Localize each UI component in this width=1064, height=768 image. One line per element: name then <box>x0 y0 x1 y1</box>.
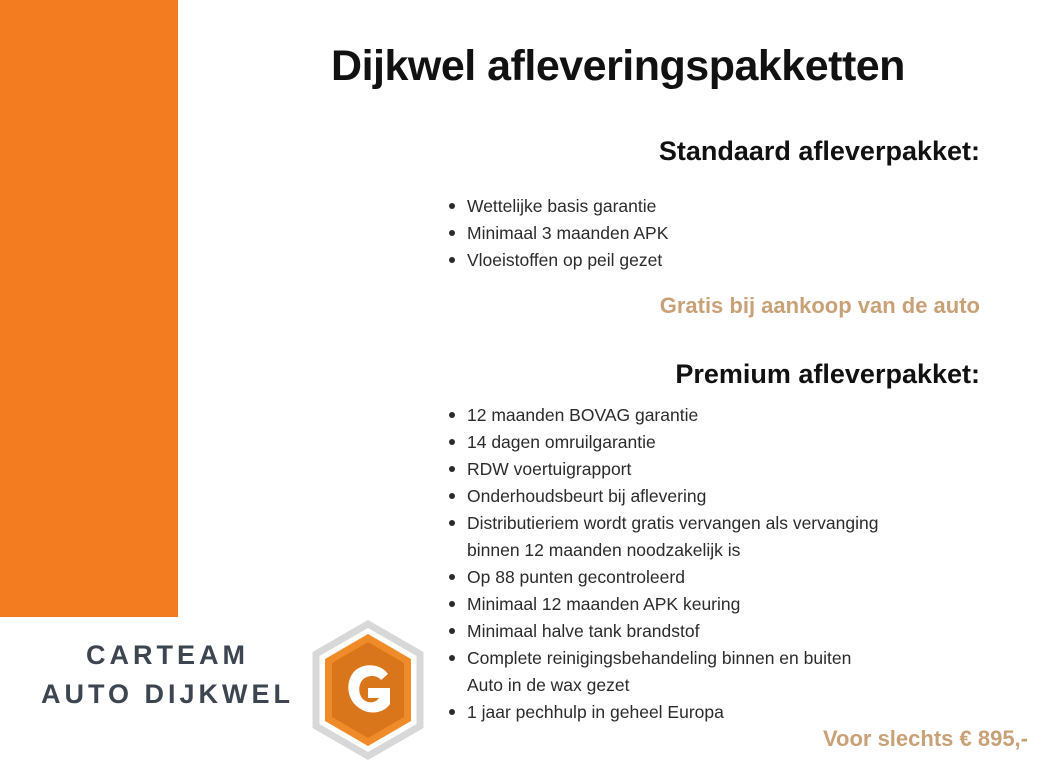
list-item-label: 14 dagen omruilgarantie <box>467 432 656 452</box>
list-item-label: Complete reinigingsbehandeling binnen en buiten <box>467 648 852 668</box>
list-item-label: Minimaal halve tank brandstof <box>467 621 700 641</box>
premium-price-highlight: Voor slechts € 895,- <box>822 726 1028 751</box>
bullet-dot-icon <box>449 520 455 526</box>
list-item-label: Vloeistoffen op peil gezet <box>467 250 663 270</box>
list-item <box>443 483 1003 510</box>
bullet-dot-icon <box>449 655 455 661</box>
bullet-dot-icon <box>449 412 455 418</box>
standaard-package-list <box>443 193 1003 274</box>
bullet-dot-icon <box>449 709 455 715</box>
list-item <box>443 699 1003 726</box>
list-item <box>443 429 1003 456</box>
section-heading-standaard: Standaard afleverpakket: <box>658 136 980 166</box>
list-item-label: Wettelijke basis garantie <box>467 196 657 216</box>
page-title: Dijkwel afleveringspakketten <box>331 42 905 90</box>
bullet-dot-icon <box>449 574 455 580</box>
list-item-label: Minimaal 3 maanden APK <box>467 223 669 243</box>
list-item-label-continued: Auto in de wax gezet <box>467 675 630 695</box>
list-item <box>443 618 1003 645</box>
brand-wordmark <box>30 640 305 710</box>
list-item <box>443 564 1003 591</box>
list-item <box>443 193 1003 220</box>
bullet-dot-icon <box>449 230 455 236</box>
list-item <box>443 645 1003 699</box>
orange-sidebar-band <box>0 0 178 617</box>
list-item-label: Minimaal 12 maanden APK keuring <box>467 594 741 614</box>
bullet-dot-icon <box>449 628 455 634</box>
list-item <box>443 402 1003 429</box>
list-item <box>443 247 1003 274</box>
bullet-dot-icon <box>449 466 455 472</box>
carteam-hexagon-c-logo-icon <box>310 620 426 760</box>
list-item-label: Onderhoudsbeurt bij aflevering <box>467 486 707 506</box>
bullet-dot-icon <box>449 439 455 445</box>
standaard-price-highlight: Gratis bij aankoop van de auto <box>659 293 980 318</box>
list-item-label: 12 maanden BOVAG garantie <box>467 405 699 425</box>
list-item-label: 1 jaar pechhulp in geheel Europa <box>467 702 724 722</box>
list-item-label: Op 88 punten gecontroleerd <box>467 567 685 587</box>
brand-name-carteam: CARTEAM <box>86 640 249 670</box>
bullet-dot-icon <box>449 257 455 263</box>
list-item <box>443 510 1003 564</box>
list-item <box>443 456 1003 483</box>
brand-name-auto-dijkwel: AUTO DIJKWEL <box>40 679 294 709</box>
bullet-dot-icon <box>449 203 455 209</box>
list-item-label: Distributieriem wordt gratis vervangen als vervanging <box>467 513 879 533</box>
list-item-label: RDW voertuigrapport <box>467 459 632 479</box>
bullet-dot-icon <box>449 601 455 607</box>
bullet-dot-icon <box>449 493 455 499</box>
list-item <box>443 591 1003 618</box>
premium-package-list <box>443 402 1003 726</box>
list-item <box>443 220 1003 247</box>
list-item-label-continued: binnen 12 maanden noodzakelijk is <box>467 540 741 560</box>
section-heading-premium: Premium afleverpakket: <box>675 359 980 389</box>
